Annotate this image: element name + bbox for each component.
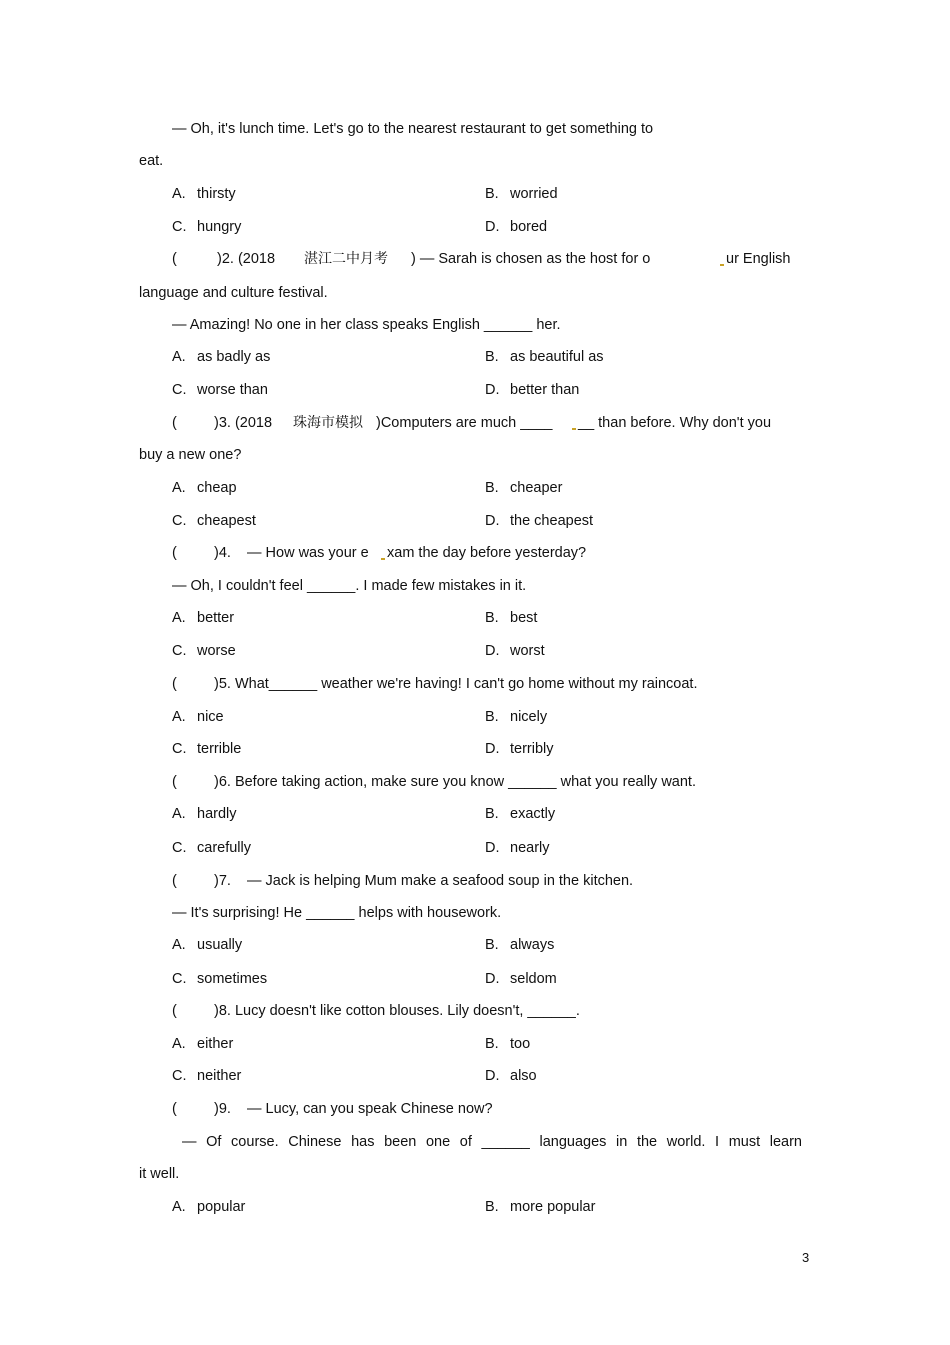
- mark-dot: [572, 428, 576, 430]
- option-b: B. exactly: [485, 806, 556, 822]
- option-a: A. either: [172, 1036, 234, 1052]
- option-b: B. more popular: [485, 1199, 596, 1215]
- question-stem: )5. What______ weather we're having! I can't go home without my raincoat.: [214, 676, 698, 692]
- option-c: C. worse than: [172, 382, 268, 398]
- question-stem-cont: __ than before. Why don't you: [570, 414, 771, 432]
- option-a: A. popular: [172, 1199, 246, 1215]
- option-b: B. cheaper: [485, 480, 563, 496]
- option-a: A. usually: [172, 937, 243, 953]
- option-d: D. the cheapest: [485, 513, 594, 529]
- reply-text: — Of course. Chinese has been one of ______ languages in the world. I must learn: [182, 1134, 802, 1150]
- option-b: B. worried: [485, 186, 558, 202]
- question-text: language and culture festival.: [139, 285, 328, 301]
- option-c: C. sometimes: [172, 971, 268, 987]
- question-text: — Oh, it's lunch time. Let's go to the nearest restaurant to get something to: [172, 121, 654, 137]
- question-stem: — Jack is helping Mum make a seafood soup in the kitchen.: [247, 873, 634, 889]
- option-a: A. thirsty: [172, 186, 236, 202]
- option-c: C. hungry: [172, 219, 242, 235]
- question-number: )4.: [214, 545, 231, 561]
- option-c: C. terrible: [172, 741, 242, 757]
- page-number: 3: [802, 1250, 810, 1265]
- option-a: A. better: [172, 610, 235, 626]
- option-c: C. worse: [172, 643, 236, 659]
- answer-paren: (: [172, 1003, 177, 1019]
- question-stem: )6. Before taking action, make sure you know ______ what you really want.: [214, 774, 696, 790]
- option-b: B. nicely: [485, 709, 548, 725]
- question-stem-cont: xam the day before yesterday?: [379, 544, 586, 562]
- mark-dot: [720, 264, 724, 266]
- reply-text: — Oh, I couldn't feel ______. I made few mistakes in it.: [172, 578, 527, 594]
- question-stem: )Computers are much ____: [376, 415, 553, 431]
- option-a: A. as badly as: [172, 349, 271, 365]
- answer-paren: (: [172, 774, 177, 790]
- question-stem: )8. Lucy doesn't like cotton blouses. Lily doesn't, ______.: [214, 1003, 580, 1019]
- option-a: A. cheap: [172, 480, 237, 496]
- option-d: D. also: [485, 1068, 537, 1084]
- option-d: D. worst: [485, 643, 545, 659]
- reply-text: — Amazing! No one in her class speaks English ______ her.: [172, 317, 561, 333]
- question-text: eat.: [139, 153, 164, 169]
- option-d: D. terribly: [485, 741, 554, 757]
- answer-paren: (: [172, 1101, 177, 1117]
- question-source: 湛江二中月考: [304, 251, 388, 267]
- option-b: B. as beautiful as: [485, 349, 604, 365]
- reply-text: — It's surprising! He ______ helps with housework.: [172, 905, 502, 921]
- option-c: C. carefully: [172, 840, 251, 856]
- question-stem: — Lucy, can you speak Chinese now?: [247, 1101, 493, 1117]
- option-d: D. seldom: [485, 971, 557, 987]
- answer-paren: (: [172, 873, 177, 889]
- option-c: C. cheapest: [172, 513, 256, 529]
- answer-paren: (: [172, 251, 177, 267]
- option-d: D. nearly: [485, 840, 550, 856]
- mark-dot: [381, 558, 385, 560]
- question-number: )9.: [214, 1101, 231, 1117]
- question-stem: ) — Sarah is chosen as the host for o: [411, 251, 651, 267]
- question-number: )7.: [214, 873, 231, 889]
- question-number: )3. (2018: [214, 415, 273, 431]
- answer-paren: (: [172, 545, 177, 561]
- option-a: A. hardly: [172, 806, 237, 822]
- reply-text-cont: it well.: [139, 1166, 180, 1182]
- answer-paren: (: [172, 415, 177, 431]
- option-a: A. nice: [172, 709, 224, 725]
- option-c: C. neither: [172, 1068, 242, 1084]
- question-stem: — How was your e: [247, 545, 369, 561]
- answer-paren: (: [172, 676, 177, 692]
- question-stem-cont: ur English: [718, 250, 790, 268]
- option-b: B. best: [485, 610, 538, 626]
- question-text: buy a new one?: [139, 447, 242, 463]
- option-b: B. always: [485, 937, 555, 953]
- option-d: D. better than: [485, 382, 580, 398]
- option-d: D. bored: [485, 219, 548, 235]
- option-b: B. too: [485, 1036, 531, 1052]
- question-source: 珠海市模拟: [293, 415, 363, 431]
- question-number: )2. (2018: [217, 251, 276, 267]
